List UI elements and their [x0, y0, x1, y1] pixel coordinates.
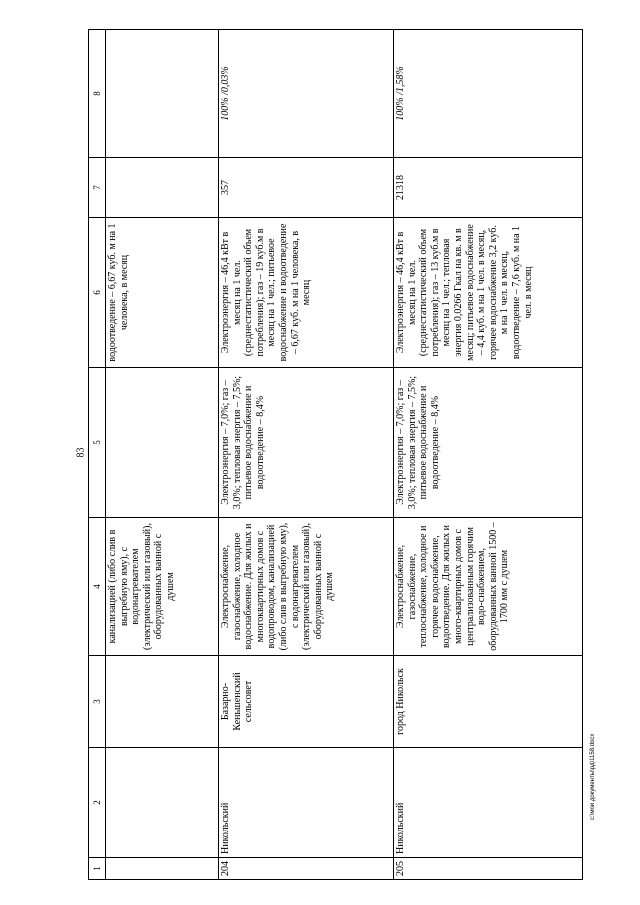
growth-rates: Электроэнергия – 7,0%; газ – 3,0%; тепловая энергия – 7,5%; питьевое водоснабжение и водоотведение – 8,4%	[394, 368, 583, 518]
col-header-2: 2	[89, 748, 106, 858]
population: 21318	[394, 158, 583, 218]
district: Никольский	[219, 748, 394, 858]
tariff-table	[88, 29, 583, 880]
tariff-table-rotated	[88, 30, 576, 880]
district	[106, 748, 219, 858]
consumption-norms: водоотведение – 6,67 куб. м на 1 человека, в месяц	[106, 218, 219, 368]
population-share: 100% /0,03%	[219, 30, 394, 158]
col-header-7: 7	[89, 158, 106, 218]
growth-rates: Электроэнергия – 7,0%; газ – 3,0%; тепловая энергия – 7,5%; питьевое водоснабжение и водоотведение – 8,4%	[219, 368, 394, 518]
page-number: 83	[75, 447, 87, 458]
row-number: 204	[219, 858, 394, 880]
col-header-8: 8	[89, 30, 106, 158]
consumption-norms: Электроэнергия – 46,4 кВт в месяц на 1 чел. (среднестатистический объем потребления); газ – 13 куб.м в месяц на 1 чел.; тепловая энергия 0,0266 Гкал на кв. м в месяц; питьевое водоснабжение – 4,4 куб. м на 1 чел. в месяц, горячее водоснабжение 3,2 куб. м на 1 чел. в месяц, водоотведение – 7,6 куб. м на 1 чел. в месяц	[394, 218, 583, 368]
table-row	[219, 30, 394, 880]
col-header-5: 5	[89, 368, 106, 518]
settlement	[106, 656, 219, 748]
population-share: 100% /1,58%	[394, 30, 583, 158]
file-path-footer: c:\мои документы\рд\1158.docx	[590, 733, 596, 820]
col-header-6: 6	[89, 218, 106, 368]
col-header-3: 3	[89, 656, 106, 748]
row-number	[106, 858, 219, 880]
col-header-1: 1	[89, 858, 106, 880]
population	[106, 158, 219, 218]
header-row	[89, 30, 106, 880]
settlement: город Никольск	[394, 656, 583, 748]
growth-rates	[106, 368, 219, 518]
row-number: 205	[394, 858, 583, 880]
population-share	[106, 30, 219, 158]
services: канализацией (либо слив в выгребную яму), с водонагревателем (электрический или газовый), оборудованных ванной с душем	[106, 518, 219, 656]
table-row	[394, 30, 583, 880]
services: Электроснабжение, газоснабжение, теплоснабжение, холодное и горячее водоснабжение, водоотведение. Для жилых и много-квартирных домов с централизованным горячим водо-снабжением, оборудованных ванной 1500 – 1700 мм с душем	[394, 518, 583, 656]
district: Никольский	[394, 748, 583, 858]
consumption-norms: Электроэнергия – 46,4 кВт в месяц на 1 чел. (среднестатистический объем потребления); газ – 19 куб.м в месяц на 1 чел.; питьевое водоснабжение и водоотведение – 6,67 куб. м на 1 человека, в месяц	[219, 218, 394, 368]
population: 357	[219, 158, 394, 218]
services: Электроснабжение, газоснабжение, холодное водоснабжение. Для жилых и многоквартирных домов с водопроводом, канализацией (либо слив в выгребную яму), с водонагревателем (электрический или газовый), оборудованных ванной с душем	[219, 518, 394, 656]
settlement: Базарно-Кеньшенский сельсовет	[219, 656, 394, 748]
col-header-4: 4	[89, 518, 106, 656]
table-row	[106, 30, 219, 880]
